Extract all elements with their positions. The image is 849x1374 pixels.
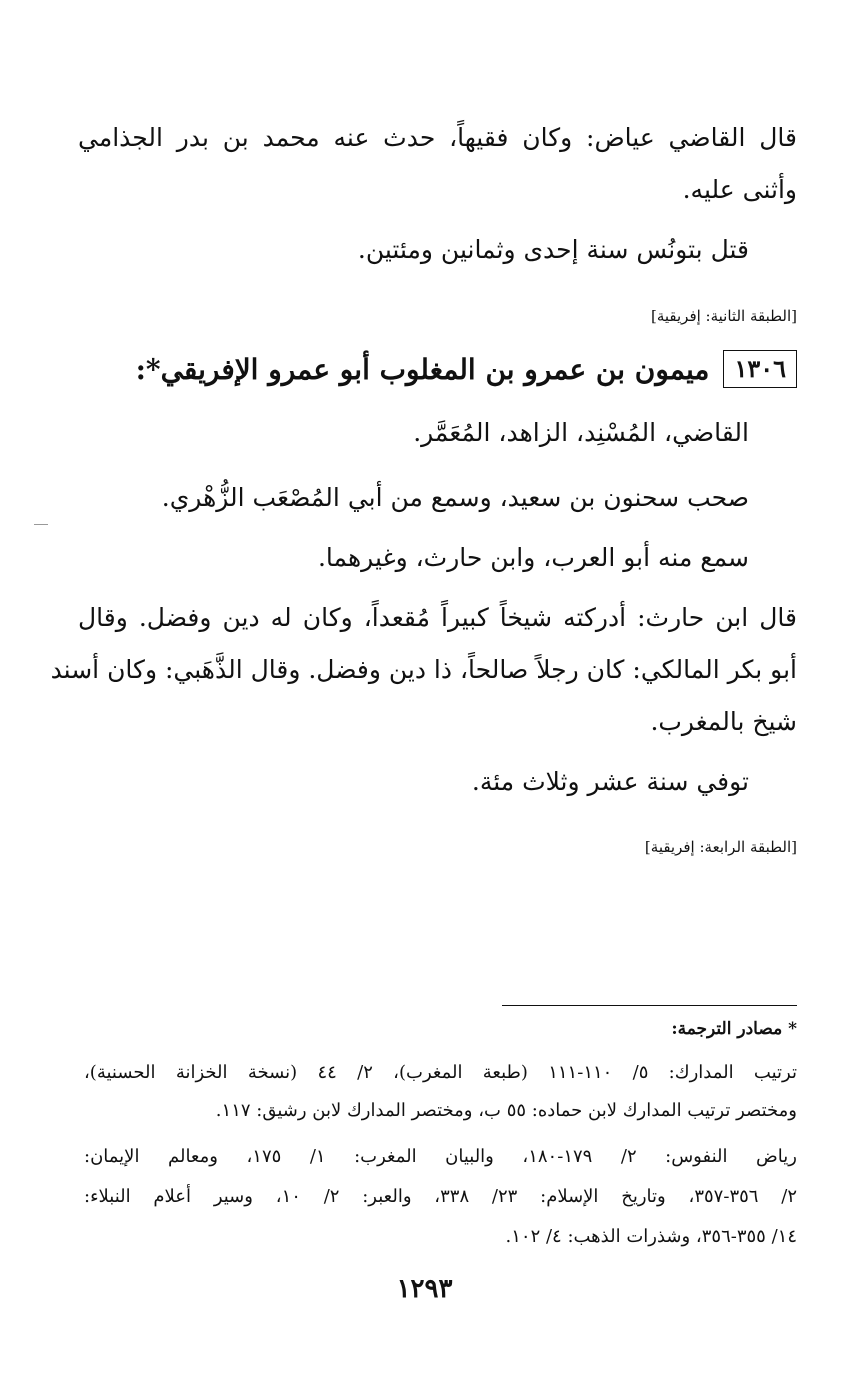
page-number: ١٢٩٣ <box>396 1274 453 1304</box>
paragraph-line: وأثنى عليه. <box>682 175 797 204</box>
entry-death: توفي سنة عشر وثلاث مئة. <box>471 767 749 796</box>
footnote-line: ١٤/ ٣٥٥-٣٥٦، وشذرات الذهب: ٤/ ١٠٢. <box>505 1226 797 1247</box>
paragraph-line: قتل بتونُس سنة إحدى وثمانين ومئتين. <box>357 235 749 264</box>
entry-students: سمع منه أبو العرب، وابن حارث، وغيرهما. <box>317 543 749 572</box>
tabaqa-label: [الطبقة الثانية: إفريقية] <box>650 307 797 325</box>
footnote-line: رياض النفوس: ٢/ ١٧٩-١٨٠، والبيان المغرب: ١/ ١٧٥، ومعالم الإيمان: <box>84 1146 797 1167</box>
entry-number: ١٣٠٦ <box>723 350 797 388</box>
entry-titles: القاضي، المُسْنِد، الزاهد، المُعَمَّر. <box>413 418 749 447</box>
entry-companions: صحب سحنون بن سعيد، وسمع من أبي المُصْعَب الزُّهْري. <box>161 483 749 512</box>
entry-quote-line: شيخ بالمغرب. <box>650 707 797 736</box>
margin-mark <box>34 524 48 525</box>
paragraph-line: قال القاضي عياض: وكان فقيهاً، حدث عنه محمد بن بدر الجذامي <box>78 123 797 152</box>
footnote-heading: * مصادر الترجمة: <box>671 1019 797 1039</box>
entry-quote-line: قال ابن حارث: أدركته شيخاً كبيراً مُقعداً، وكان له دين وفضل. وقال <box>78 603 797 632</box>
tabaqa-label: [الطبقة الرابعة: إفريقية] <box>644 838 797 856</box>
footnote-line: ومختصر ترتيب المدارك لابن حماده: ٥٥ ب، ومختصر المدارك لابن رشيق: ١١٧. <box>215 1100 797 1121</box>
entry-title: ميمون بن عمرو بن المغلوب أبو عمرو الإفريقي*: <box>135 352 710 386</box>
footnote-line: ٢/ ٣٥٦-٣٥٧، وتاريخ الإسلام: ٢٣/ ٣٣٨، والعبر: ٢/ ١٠، وسير أعلام النبلاء: <box>84 1186 797 1207</box>
footnote-rule <box>502 1005 797 1006</box>
footnote-line: ترتيب المدارك: ٥/ ١١٠-١١١ (طبعة المغرب)، ٢/ ٤٤ (نسخة الخزانة الحسنية)، <box>84 1062 797 1083</box>
entry-heading <box>136 345 797 393</box>
entry-quote-line: أبو بكر المالكي: كان رجلاً صالحاً، ذا دين وفضل. وقال الذَّهَبي: وكان أسند <box>50 655 797 684</box>
